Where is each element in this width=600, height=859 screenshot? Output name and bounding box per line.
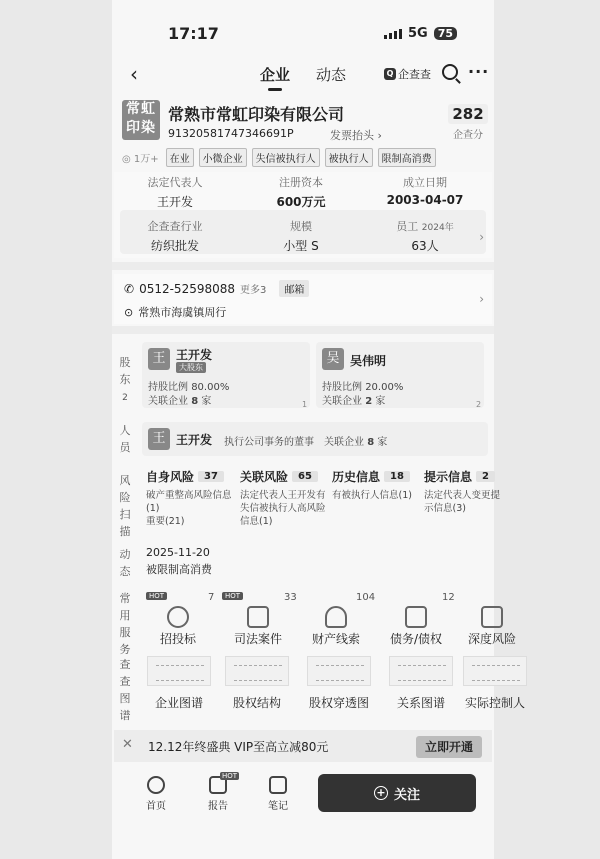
dynamics-text: 被限制高消费 bbox=[146, 563, 212, 576]
related-count: 8 bbox=[191, 396, 199, 407]
chevron-left-icon[interactable]: ‹ bbox=[130, 62, 138, 86]
service-count: 7 bbox=[208, 592, 215, 603]
tabbar-notes[interactable]: 笔记 bbox=[258, 776, 298, 812]
service-judicial[interactable]: 司法案件 bbox=[220, 596, 296, 647]
risk-label: 风险扫描 bbox=[119, 474, 131, 538]
risk-self[interactable]: 自身风险 37 破产重整高风险信息(1) 重要(21) bbox=[146, 470, 232, 527]
score-value: 282 bbox=[448, 104, 488, 124]
signal-icon bbox=[384, 29, 402, 39]
credit-code[interactable]: 91320581747346691P bbox=[168, 127, 294, 140]
registered-capital: 注册资本 600万元 bbox=[276, 176, 326, 209]
risk-related[interactable]: 关联风险 65 法定代表人王开发有失信被执行人高风险信息(1) bbox=[240, 470, 326, 527]
tag[interactable]: 小微企业 bbox=[199, 148, 247, 167]
brand-name: 企查查 bbox=[398, 68, 431, 81]
viewers-count: ◎ 1万+ bbox=[122, 154, 159, 165]
phone-icon: ✆ bbox=[124, 281, 135, 296]
tabbar-home[interactable]: 首页 bbox=[136, 776, 176, 812]
graph-thumbnail bbox=[463, 656, 527, 686]
shareholder-card[interactable]: 吴 吴伟明 持股比例 20.00% 关联企业 2 家 2 bbox=[316, 342, 484, 408]
legal-rep[interactable]: 法定代表人 王开发 bbox=[147, 176, 203, 209]
tag[interactable]: 限制高消费 bbox=[378, 148, 436, 167]
search-icon[interactable] bbox=[442, 64, 458, 80]
scale: 规模 小型 S bbox=[283, 220, 319, 253]
location-icon: ⊙ bbox=[124, 305, 134, 319]
avatar: 王 bbox=[148, 428, 170, 450]
hot-badge: HOT bbox=[146, 592, 167, 600]
service-assets[interactable]: 财产线索 bbox=[298, 596, 374, 647]
services-label: 常用服务 bbox=[119, 592, 131, 656]
graph-thumbnail bbox=[389, 656, 453, 686]
target-icon bbox=[167, 606, 189, 628]
company-name: 常熟市常虹印染有限公司 bbox=[168, 105, 345, 124]
tag[interactable]: 被执行人 bbox=[325, 148, 373, 167]
founded-date: 成立日期 2003-04-07 bbox=[386, 176, 464, 207]
promo-banner[interactable] bbox=[114, 730, 492, 762]
phone-row[interactable] bbox=[124, 280, 309, 297]
phone-number: 0512-52598088 bbox=[139, 281, 236, 296]
service-count: 104 bbox=[356, 592, 376, 603]
address: 常熟市海虞镇周行 bbox=[138, 306, 227, 319]
shareholder-label: 股东 2 bbox=[119, 356, 131, 403]
hot-badge: HOT bbox=[222, 592, 243, 600]
chevron-right-icon[interactable]: › bbox=[479, 292, 484, 306]
person-role: 执行公司事务的董事 bbox=[224, 437, 314, 448]
invoice-label: 发票抬头 bbox=[330, 129, 374, 142]
graph-equity-structure[interactable]: 股权结构 bbox=[220, 656, 294, 711]
plus-icon: + bbox=[374, 786, 388, 800]
home-icon bbox=[147, 776, 165, 794]
divider bbox=[112, 262, 494, 270]
note-icon bbox=[269, 776, 287, 794]
tab-dynamics[interactable]: 动态 bbox=[316, 66, 347, 84]
service-bidding[interactable]: 招投标 bbox=[140, 596, 216, 647]
tag[interactable]: 在业 bbox=[166, 148, 194, 167]
follow-button[interactable]: + 关注 bbox=[318, 774, 476, 812]
employees: 员工 2024年 63人 bbox=[396, 220, 454, 253]
risk-history[interactable]: 历史信息 18 有被执行人信息(1) bbox=[332, 470, 412, 501]
personnel-label: 人员 bbox=[119, 424, 131, 454]
status-time: 17:17 bbox=[168, 24, 219, 43]
more-icon[interactable]: ··· bbox=[468, 62, 490, 81]
chevron-right-icon[interactable]: › bbox=[479, 230, 484, 244]
avatar: 王 bbox=[148, 348, 170, 370]
activate-button[interactable]: 立即开通 bbox=[416, 736, 482, 758]
service-debt[interactable]: 债务/债权 bbox=[378, 596, 454, 647]
phone-screen bbox=[112, 0, 525, 859]
book-icon bbox=[247, 606, 269, 628]
risk-tips[interactable]: 提示信息 2 法定代表人变更提示信息(3) bbox=[424, 470, 501, 514]
email-button[interactable]: 邮箱 bbox=[279, 280, 309, 297]
basic-info bbox=[114, 172, 492, 258]
shareholder-name[interactable]: 王开发 bbox=[176, 348, 213, 362]
status-icons bbox=[384, 26, 457, 41]
personnel-card[interactable]: 王 王开发 执行公司事务的董事 关联企业 8 家 bbox=[142, 422, 488, 456]
company-logo: 常虹印染 bbox=[122, 100, 160, 140]
risk-icon bbox=[481, 606, 503, 628]
avatar: 吴 bbox=[322, 348, 344, 370]
company-score[interactable] bbox=[448, 104, 488, 141]
top-nav bbox=[112, 60, 494, 88]
score-label: 企查分 bbox=[453, 130, 483, 141]
graph-relationship[interactable]: 关系图谱 bbox=[384, 656, 458, 711]
person-name[interactable]: 王开发 bbox=[176, 433, 213, 447]
more-phones[interactable]: 更多3 bbox=[240, 285, 267, 296]
dynamics-item[interactable] bbox=[146, 546, 212, 577]
divider bbox=[112, 326, 494, 334]
shareholder-card[interactable]: 王 王开发 大股东 持股比例 80.00% 关联企业 8 家 1 bbox=[142, 342, 310, 408]
related-count: 2 bbox=[365, 396, 373, 407]
network-type: 5G bbox=[408, 26, 428, 41]
tabbar-report[interactable]: HOT 报告 bbox=[208, 772, 238, 812]
invoice-link[interactable]: 发票抬头 › bbox=[330, 129, 382, 142]
major-shareholder-badge: 大股东 bbox=[176, 362, 206, 373]
shareholder-name[interactable]: 吴伟明 bbox=[350, 354, 387, 368]
graph-actual-controller[interactable]: 实际控制人 bbox=[458, 656, 532, 711]
tag-row bbox=[122, 148, 436, 167]
close-icon[interactable]: ✕ bbox=[122, 737, 133, 752]
contact-info bbox=[114, 274, 492, 324]
graph-company[interactable]: 企业图谱 bbox=[142, 656, 216, 711]
industry: 企查查行业 纺织批发 bbox=[147, 220, 203, 253]
tag[interactable]: 失信被执行人 bbox=[252, 148, 320, 167]
graph-equity-penetration[interactable]: 股权穿透图 bbox=[302, 656, 376, 711]
brand-logo[interactable] bbox=[384, 66, 431, 82]
graphs-label: 查查图谱 bbox=[119, 658, 131, 722]
dynamics-date: 2025-11-20 bbox=[146, 546, 210, 559]
clue-icon bbox=[325, 606, 347, 628]
tab-company[interactable]: 企业 bbox=[260, 66, 291, 84]
battery-icon: 75 bbox=[434, 27, 457, 40]
address-row[interactable] bbox=[124, 304, 226, 320]
chart-icon bbox=[405, 606, 427, 628]
graph-thumbnail bbox=[307, 656, 371, 686]
promo-text: 12.12年终盛典 VIP至高立减80元 bbox=[148, 740, 329, 754]
graph-thumbnail bbox=[147, 656, 211, 686]
share-ratio: 20.00% bbox=[365, 382, 404, 393]
hot-badge: HOT bbox=[222, 772, 238, 780]
graph-thumbnail bbox=[225, 656, 289, 686]
service-deep-risk[interactable]: 深度风险 bbox=[454, 596, 530, 647]
service-count: 33 bbox=[284, 592, 297, 603]
service-count: 12 bbox=[442, 592, 455, 603]
dynamics-label: 动态 bbox=[119, 548, 131, 578]
share-ratio: 80.00% bbox=[191, 382, 230, 393]
qcc-icon: Q bbox=[384, 68, 396, 80]
